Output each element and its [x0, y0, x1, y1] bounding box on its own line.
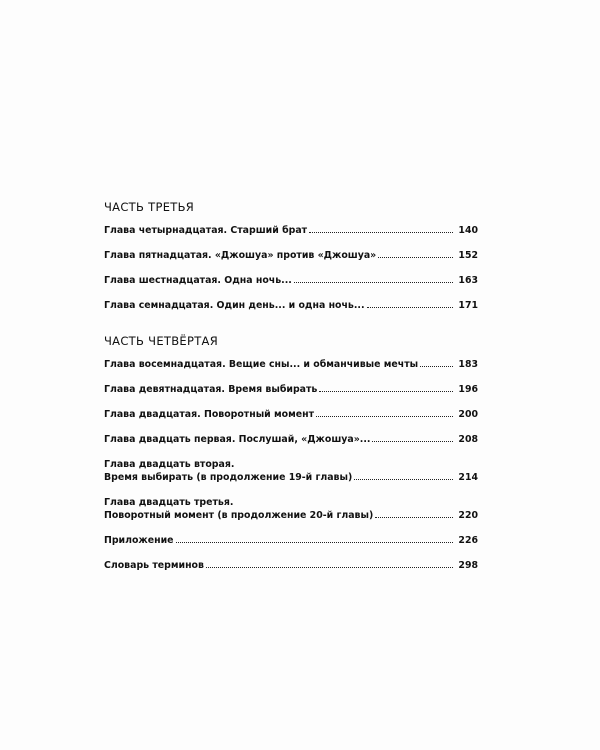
page-number: 298	[458, 560, 478, 571]
chapter-title: Глава восемнадцатая. Вещие сны... и обманчивые мечты	[104, 359, 419, 370]
toc-entry-row	[104, 534, 478, 547]
dot-leader	[176, 542, 453, 543]
chapter-title: Глава двадцатая. Поворотный момент	[104, 409, 315, 420]
dot-leader	[309, 232, 453, 233]
page-number: 163	[458, 275, 478, 286]
part-title: ЧАСТЬ ЧЕТВЁРТАЯ	[104, 334, 218, 348]
toc-entry	[104, 299, 478, 312]
page-number: 152	[458, 250, 478, 261]
page-number: 196	[458, 384, 478, 395]
chapter-title: Глава семнадцатая. Один день... и одна ночь...	[104, 300, 365, 311]
page-number: 140	[458, 225, 478, 236]
dot-leader	[206, 567, 453, 568]
toc-entry	[104, 224, 478, 237]
chapter-title: Глава девятнадцатая. Время выбирать	[104, 384, 318, 395]
dot-leader	[378, 257, 453, 258]
toc-entry	[104, 534, 478, 547]
dot-leader	[372, 441, 453, 442]
toc-entry	[104, 383, 478, 396]
chapter-heading: Глава двадцать вторая.	[104, 459, 235, 470]
chapter-title: Глава четырнадцатая. Старший брат	[104, 225, 308, 236]
page-number: 208	[458, 434, 478, 445]
toc-entry-row	[104, 471, 478, 484]
page-number: 220	[458, 510, 478, 521]
dot-leader	[316, 416, 453, 417]
page-number: 226	[458, 535, 478, 546]
table-of-contents	[104, 199, 478, 572]
toc-entry-row	[104, 509, 478, 522]
chapter-heading: Глава двадцать третья.	[104, 497, 234, 508]
dot-leader	[375, 517, 453, 518]
page-number: 200	[458, 409, 478, 420]
chapter-title: Глава двадцать первая. Послушай, «Джошуа»...	[104, 434, 371, 445]
toc-entry-row	[104, 358, 478, 371]
toc-entry-row	[104, 249, 478, 262]
toc-entry	[104, 559, 478, 572]
toc-entry-row	[104, 274, 478, 287]
toc-entry	[104, 458, 478, 484]
toc-entry-row	[104, 299, 478, 312]
dot-leader	[294, 282, 453, 283]
toc-entry-row	[104, 433, 478, 446]
dot-leader	[420, 366, 453, 367]
chapter-title: Время выбирать (в продолжение 19-й главы)	[104, 472, 353, 483]
toc-entry	[104, 358, 478, 371]
toc-entry-row	[104, 383, 478, 396]
chapter-title: Глава шестнадцатая. Одна ночь...	[104, 275, 292, 286]
chapter-title: Глава пятнадцатая. «Джошуа» против «Джошуа»	[104, 250, 377, 261]
toc-entry	[104, 274, 478, 287]
dot-leader	[354, 479, 453, 480]
dot-leader	[367, 307, 453, 308]
part-title: ЧАСТЬ ТРЕТЬЯ	[104, 200, 195, 214]
chapter-title: Поворотный момент (в продолжение 20-й главы)	[104, 510, 374, 521]
dot-leader	[319, 391, 453, 392]
toc-entry-row	[104, 559, 478, 572]
page-number: 171	[458, 300, 478, 311]
toc-entry-row	[104, 224, 478, 237]
toc-entry-row	[104, 408, 478, 421]
toc-entry	[104, 408, 478, 421]
toc-entry	[104, 433, 478, 446]
chapter-title: Приложение	[104, 535, 174, 546]
toc-entry	[104, 249, 478, 262]
page-number: 183	[458, 359, 478, 370]
toc-entry	[104, 496, 478, 522]
page-number: 214	[458, 472, 478, 483]
chapter-title: Словарь терминов	[104, 560, 204, 571]
